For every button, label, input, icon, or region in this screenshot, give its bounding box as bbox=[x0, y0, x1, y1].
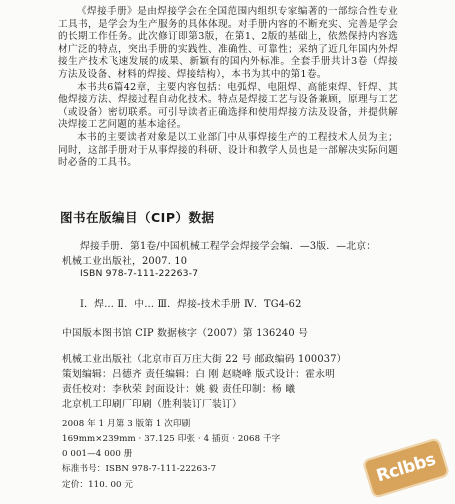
edition-line: 2008 年 1 月第 3 版第 1 次印刷 bbox=[62, 419, 191, 429]
watermark-logo: Rclbbs bbox=[362, 437, 450, 499]
intro-paragraph-1: 《焊接手册》是由焊接学会在全国范围内组织专家编著的一部综合性专业工具书，是学会为生产服务的具体体现。对手册内容的不断充实、完善是学会的长期工作任务。此次修订即第3版，在第1、2版的基础上，依然保持内容选材广泛的特点，突出手册的实践性、准确性、可靠性；采纳了近几年国内外焊接生产技术飞速发展的成果、新颖有的国内外标准。全套手册共计3卷（焊接方法及设备、材料的焊接、焊接结构），本书为其中的第1卷。 bbox=[58, 6, 398, 80]
printer-line: 北京机工印刷厂印刷（胜利装订厂装订） bbox=[62, 399, 242, 410]
price-line: 定价：110. 00 元 bbox=[62, 480, 134, 490]
intro-paragraph-2: 本书共6篇42章，主要内容包括：电弧焊、电阻焊、高能束焊、钎焊、其他焊接方法、焊接过程自动化技术。特点是焊接工艺与设备兼顾，原理与工艺（或设备）密切联系。可引导读者正确选择和使用焊接方法及设备，并提供解决焊接工艺问题的基本途径。 bbox=[58, 81, 398, 131]
book-introduction bbox=[58, 6, 398, 170]
cip-number-line: 中国版本图书馆 CIP 数据核字（2007）第 136240 号 bbox=[62, 328, 309, 339]
cip-heading: 图书在版编目（CIP）数据 bbox=[60, 210, 215, 225]
standard-number-line: 标准书号：ISBN 978-7-111-22263-7 bbox=[62, 464, 217, 474]
cip-title-line: 焊接手册．第1卷/中国机械工程学会焊接学会编．—3版．—北京： bbox=[80, 241, 377, 252]
publisher-address-line: 机械工业出版社（北京市百万庄大街 22 号 邮政编码 100037） bbox=[62, 354, 347, 365]
cip-isbn-line: ISBN 978-7-111-22263-7 bbox=[80, 268, 199, 279]
print-run-line: 0 001—4 000 册 bbox=[62, 449, 133, 459]
proofreader-line: 责任校对：李秋荣 封面设计：姚 毅 责任印制：杨 曦 bbox=[62, 384, 296, 395]
cip-publisher-line: 机械工业出版社，2007. 10 bbox=[62, 256, 188, 267]
editors-line: 策划编辑：吕德齐 责任编辑：白 刚 赵晓峰 版式设计：霍永明 bbox=[62, 369, 336, 380]
format-line: 169mm×239mm · 37.125 印张 · 4 插页 · 2068 千字 bbox=[62, 434, 281, 444]
intro-paragraph-3: 本书的主要读者对象是以工业部门中从事焊接生产的工程技术人员为主；同时，这部手册对于从事焊接的科研、设计和教学人员也是一部解决实际问题时必备的工具书。 bbox=[58, 131, 398, 169]
cip-subject-line: Ⅰ．焊… Ⅱ．中… Ⅲ．焊接-技术手册 Ⅳ．TG4-62 bbox=[80, 299, 302, 310]
